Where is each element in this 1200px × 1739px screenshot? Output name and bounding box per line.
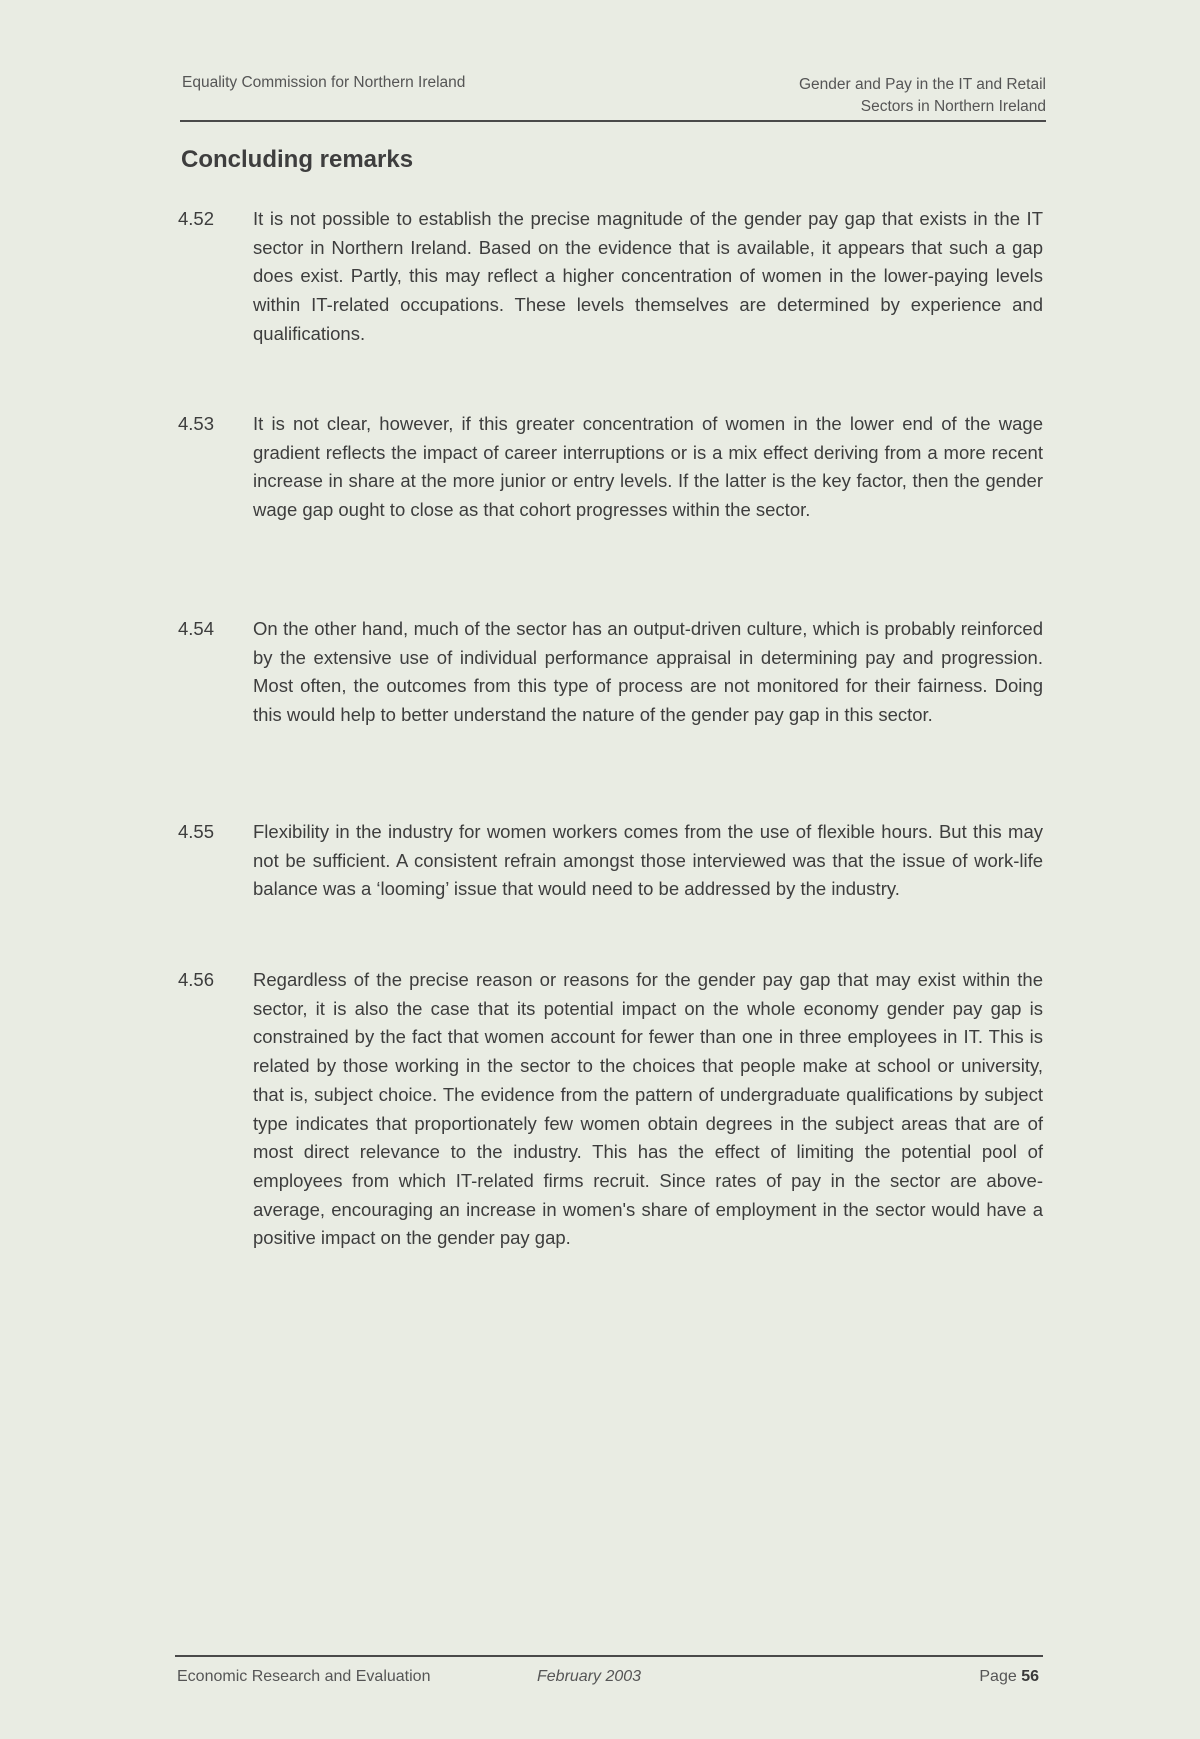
page-footer bbox=[175, 1655, 1043, 1697]
paragraph-number: 4.56 bbox=[178, 969, 215, 990]
paragraph-number: 4.52 bbox=[178, 208, 215, 229]
paragraph-number: 4.54 bbox=[178, 618, 215, 639]
page-number-value: 56 bbox=[1021, 1668, 1039, 1685]
paragraph-number: 4.53 bbox=[178, 413, 215, 434]
header-report-title-line2: Sectors in Northern Ireland bbox=[860, 98, 1046, 115]
header-organisation: Equality Commission for Northern Ireland bbox=[182, 74, 466, 91]
paragraph-text: Regardless of the precise reason or reasons for the gender pay gap that may exist within the sector, it is also the case that its potential impact on the whole economy gender pay gap is constrained by the fact that women account for fewer than one in three employees in IT. This is related by those working in the sector to the choices that people make at school or university, that is, subject choice. The evidence from the pattern of undergraduate qualifications by subject type indicates that proportionately few women obtain degrees in the subject areas that are of most direct relevance to the industry. This has the effect of limiting the potential pool of employees from which IT-related firms recruit. Since rates of pay in the sector are above-average, encouraging an increase in women's share of employment in the sector would have a positive impact on the gender pay gap. bbox=[253, 969, 1043, 1249]
page-number bbox=[979, 1668, 1039, 1686]
page-header bbox=[180, 70, 1046, 122]
paragraph-text: On the other hand, much of the sector has an output-driven culture, which is probably reinforced by the extensive use of individual performance appraisal in determining pay and progression. Most often, the outcomes from this type of process are not monitored for their fairness. Doing this would help to better understand the nature of the gender pay gap in this sector. bbox=[253, 618, 1043, 726]
header-report-title-line1: Gender and Pay in the IT and Retail bbox=[798, 76, 1046, 93]
footer-date: February 2003 bbox=[537, 1668, 642, 1685]
paragraph-text: Flexibility in the industry for women workers comes from the use of flexible hours. But this may not be sufficient. A consistent refrain amongst those interviewed was that the issue of work-life balance was a ‘looming’ issue that would need to be addressed by the industry. bbox=[253, 821, 1043, 900]
section-title: Concluding remarks bbox=[181, 146, 414, 173]
paragraph-number: 4.55 bbox=[178, 821, 215, 842]
paragraph-text: It is not clear, however, if this greater concentration of women in the lower end of the wage gradient reflects the impact of career interruptions or is a mix effect deriving from a more recent increase in share at the more junior or entry levels. If the latter is the key factor, then the gender wage gap ought to close as that cohort progresses within the sector. bbox=[253, 413, 1043, 521]
footer-department: Economic Research and Evaluation bbox=[177, 1668, 431, 1685]
page-label: Page bbox=[979, 1668, 1017, 1685]
paragraph-text: It is not possible to establish the precise magnitude of the gender pay gap that exists in the IT sector in Northern Ireland. Based on the evidence that is available, it appears that such a gap does exist. Partly, this may reflect a higher concentration of women in the lower-paying levels within IT-related occupations. These levels themselves are determined by experience and qualifications. bbox=[253, 208, 1043, 344]
header-report-title bbox=[799, 74, 1046, 118]
